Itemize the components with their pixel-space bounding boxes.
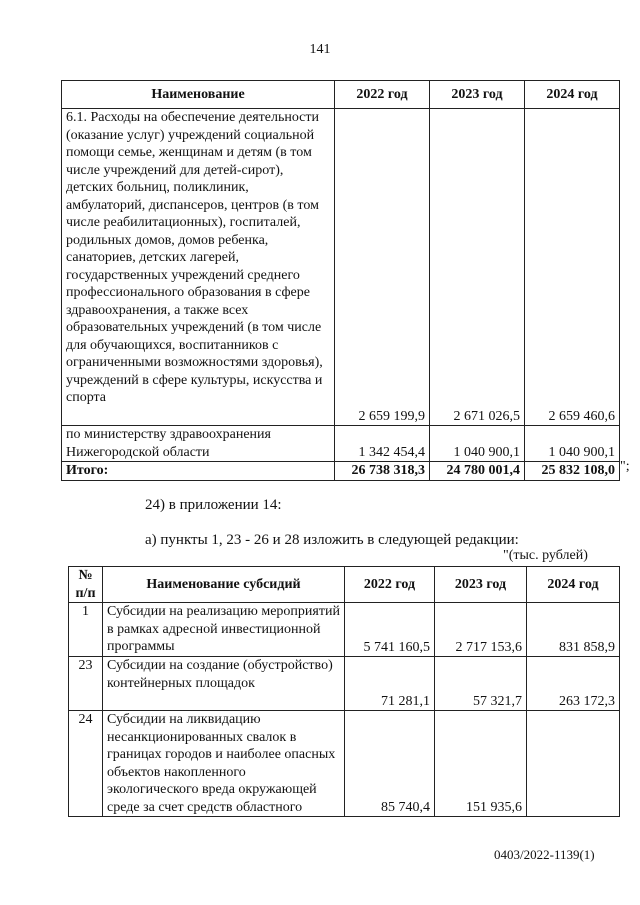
value-2022: 5 741 160,5 <box>345 603 435 657</box>
value-2023: 57 321,7 <box>435 657 527 711</box>
unit-label: "(тыс. рублей) <box>503 548 588 563</box>
value-2024: 1 040 900,1 <box>525 426 620 462</box>
table-row <box>62 426 620 462</box>
row-name: 6.1. Расходы на обеспечение деятельности (оказание услуг) учреждений социальной помощи семье, женщинам и детям (в том числе учреждений для детей-сирот), детских больниц, поликлиник, амбулаторий, диспансеров, центров (в том числе реабилитационных), госпиталей, родильных домов, домов ребенка, санаториев, детских лагерей, государственных учреждений среднего профессионального образования в сфере здравоохранения, а также всех образовательных учреждений (в том числе для обучающихся, воспитанников с ограниченными возможностями здоровья), учреждений в сфере культуры, искусства и спорта <box>62 109 335 426</box>
header-2022: 2022 год <box>335 81 430 109</box>
row-name: Субсидии на реализацию мероприятий в рамках адресной инвестиционной программы <box>103 603 345 657</box>
paragraph-items: а) пункты 1, 23 - 26 и 28 изложить в следующей редакции: <box>145 532 519 548</box>
value-2022: 2 659 199,9 <box>335 109 430 426</box>
row-name: по министерству здравоохранения Нижегородской области <box>62 426 335 462</box>
total-label: Итого: <box>62 462 335 481</box>
value-2022: 1 342 454,4 <box>335 426 430 462</box>
total-row <box>62 462 620 481</box>
value-2024: 263 172,3 <box>527 657 620 711</box>
header-2024: 2024 год <box>525 81 620 109</box>
value-2022: 85 740,4 <box>345 711 435 817</box>
row-name: Субсидии на ликвидацию несанкционированных свалок в границах городов и наиболее опасных объектов накопленного экологического вреда окружающей среде за счет средств областного <box>103 711 345 817</box>
paragraph-appendix: 24) в приложении 14: <box>145 497 282 513</box>
document-code: 0403/2022-1139(1) <box>494 847 595 862</box>
header-name: Наименование <box>62 81 335 109</box>
closing-quote: "; <box>620 459 630 474</box>
header-name: Наименование субсидий <box>103 567 345 603</box>
table-row <box>62 109 620 426</box>
value-2024: 831 858,9 <box>527 603 620 657</box>
subsidies-table <box>68 566 620 817</box>
table-row <box>69 711 620 817</box>
value-2023: 2 671 026,5 <box>430 109 525 426</box>
total-2022: 26 738 318,3 <box>335 462 430 481</box>
value-2022: 71 281,1 <box>345 657 435 711</box>
total-2024: 25 832 108,0 <box>525 462 620 481</box>
row-name: Субсидии на создание (обустройство) контейнерных площадок <box>103 657 345 711</box>
expenses-table <box>61 80 620 481</box>
table-row <box>69 603 620 657</box>
row-number: 1 <box>69 603 103 657</box>
header-2023: 2023 год <box>435 567 527 603</box>
header-2024: 2024 год <box>527 567 620 603</box>
table-row <box>69 657 620 711</box>
total-2023: 24 780 001,4 <box>430 462 525 481</box>
row-number: 23 <box>69 657 103 711</box>
value-2023: 151 935,6 <box>435 711 527 817</box>
row-number: 24 <box>69 711 103 817</box>
header-2022: 2022 год <box>345 567 435 603</box>
value-2023: 2 717 153,6 <box>435 603 527 657</box>
value-2024: 2 659 460,6 <box>525 109 620 426</box>
header-num: № п/п <box>69 567 103 603</box>
value-2023: 1 040 900,1 <box>430 426 525 462</box>
header-2023: 2023 год <box>430 81 525 109</box>
page-number: 141 <box>309 42 331 57</box>
value-2024 <box>527 711 620 817</box>
